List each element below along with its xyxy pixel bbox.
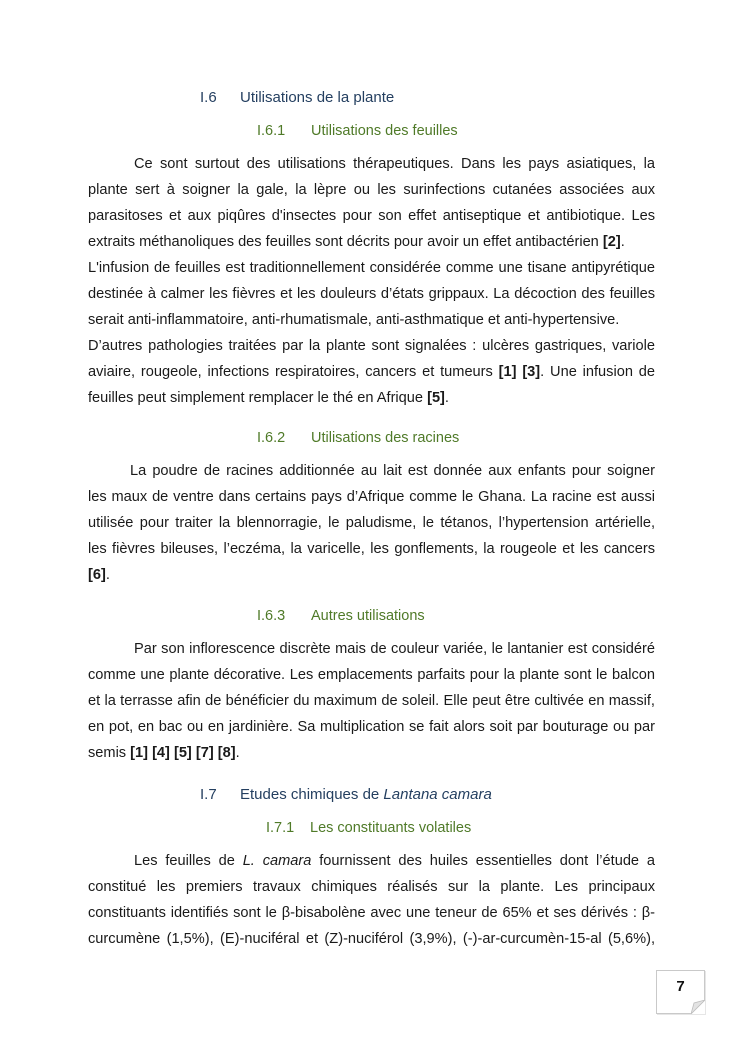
paragraph-volatile-constituents xyxy=(88,848,655,952)
text-line xyxy=(88,562,655,588)
text-segment: aviaire, rougeole, infections respiratoires, cancers et tumeurs xyxy=(88,364,499,380)
text-line: les fièvres bileuses, l’eczéma, la varicelle, les gonflements, la rougeole et les cancers xyxy=(88,541,655,557)
text-segment: Les feuilles de xyxy=(134,853,243,869)
text-segment: . xyxy=(444,390,449,406)
text-line: en pot, en bac ou en jardinière. Sa multiplication se fait alors soit par bouturage ou par xyxy=(88,719,655,735)
heading-section-1-7 xyxy=(200,786,492,803)
page-number: 7 xyxy=(676,978,685,995)
text-line: serait anti-inflammatoire, anti-rhumatismale, anti-asthmatique et anti-hypertensive. xyxy=(88,312,620,328)
section-title: Les constituants volatiles xyxy=(310,820,472,836)
section-title: Autres utilisations xyxy=(311,608,425,624)
text-line: les maux de ventre dans certains pays d’Afrique comme le Ghana. La racine est aussi xyxy=(88,489,655,505)
text-line xyxy=(88,359,655,385)
text-line: Par son inflorescence discrète mais de couleur variée, le lantanier est considéré xyxy=(134,641,655,657)
heading-section-1-6-3 xyxy=(257,608,425,624)
section-number: I.7 xyxy=(200,786,217,803)
page-number-box xyxy=(656,970,705,1014)
citation: [6] xyxy=(88,567,106,583)
text-line xyxy=(88,740,655,766)
text-line xyxy=(88,385,655,411)
text-line: L'infusion de feuilles est traditionnellement considérée comme une tisane antipyrétique xyxy=(88,260,655,276)
text-line: comme une plante décorative. Les emplacements parfaits pour la plante sont le balcon xyxy=(88,667,655,683)
section-number: I.6.3 xyxy=(257,608,286,624)
text-segment: . xyxy=(105,567,110,583)
text-segment: . Une infusion de xyxy=(540,364,655,380)
heading-section-1-6-2 xyxy=(257,430,459,446)
paragraph-leaf-uses xyxy=(88,151,655,411)
text-line: constituants identifiés sont le β-bisabolène avec une teneur de 65% et ses dérivés : β- xyxy=(88,905,655,921)
text-segment: feuilles peut simplement remplacer le thé en Afrique xyxy=(88,390,428,406)
paragraph-other-uses xyxy=(88,636,655,766)
text-segment: . xyxy=(235,745,240,761)
text-line: parasitoses et aux piqûres d'insectes pour son effet antiseptique et antibiotique. Les xyxy=(88,208,655,224)
text-line: La poudre de racines additionnée au lait est donnée aux enfants pour soigner xyxy=(130,463,655,479)
section-title: Utilisations des racines xyxy=(311,430,460,446)
section-number: I.6 xyxy=(200,89,217,106)
text-segment: fournissent des huiles essentielles dont l’étude a xyxy=(311,853,655,869)
text-line: Ce sont surtout des utilisations thérapeutiques. Dans les pays asiatiques, la xyxy=(134,156,655,172)
heading-section-1-7-1 xyxy=(266,820,471,836)
text-line: constitué les premiers travaux chimiques réalisés sur la plante. Les principaux xyxy=(88,879,655,895)
section-number: I.7.1 xyxy=(266,820,295,836)
text-line xyxy=(88,848,655,874)
text-segment: . xyxy=(620,234,625,250)
heading-section-1-6-1 xyxy=(257,123,458,139)
section-title: Utilisations de la plante xyxy=(240,89,395,106)
text-line: destinée à calmer les fièvres et les douleurs d’états grippaux. La décoction des feuilles xyxy=(88,286,655,302)
section-title: Utilisations des feuilles xyxy=(311,123,458,139)
citation: [1] [4] [5] [7] [8] xyxy=(130,745,236,761)
citation: [5] xyxy=(427,390,445,406)
species-name: Lantana camara xyxy=(383,786,492,803)
text-segment: semis xyxy=(88,745,131,761)
section-title: Etudes chimiques de xyxy=(240,786,384,803)
species-name: L. camara xyxy=(242,853,312,869)
heading-section-1-6 xyxy=(200,89,394,106)
paragraph-root-uses xyxy=(88,458,655,588)
section-number: I.6.1 xyxy=(257,123,286,139)
citation: [1] [3] xyxy=(498,364,541,380)
text-line: curcumène (1,5%), (E)-nuciféral et (Z)-nuciférol (3,9%), (-)-ar-curcumèn-15-al (5,6%), xyxy=(88,931,655,947)
text-line: D’autres pathologies traitées par la plante sont signalées : ulcères gastriques, variole xyxy=(88,338,655,354)
text-line xyxy=(88,229,655,255)
text-line: plante sert à soigner la gale, la lèpre ou les surinfections cutanées associées aux xyxy=(88,182,655,198)
text-line: et la terrasse afin de bénéficier du maximum de soleil. Elle peut être cultivée en massif, xyxy=(88,693,655,709)
text-line: utilisée pour traiter la blennorragie, le paludisme, le tétanos, l’hypertension artérielle, xyxy=(88,515,655,531)
page-curl-icon xyxy=(691,1000,705,1014)
citation: [2] xyxy=(602,234,621,250)
section-number: I.6.2 xyxy=(257,430,286,446)
text-segment: extraits méthanoliques des feuilles sont décrits pour avoir un effet antibactérien xyxy=(88,234,603,250)
